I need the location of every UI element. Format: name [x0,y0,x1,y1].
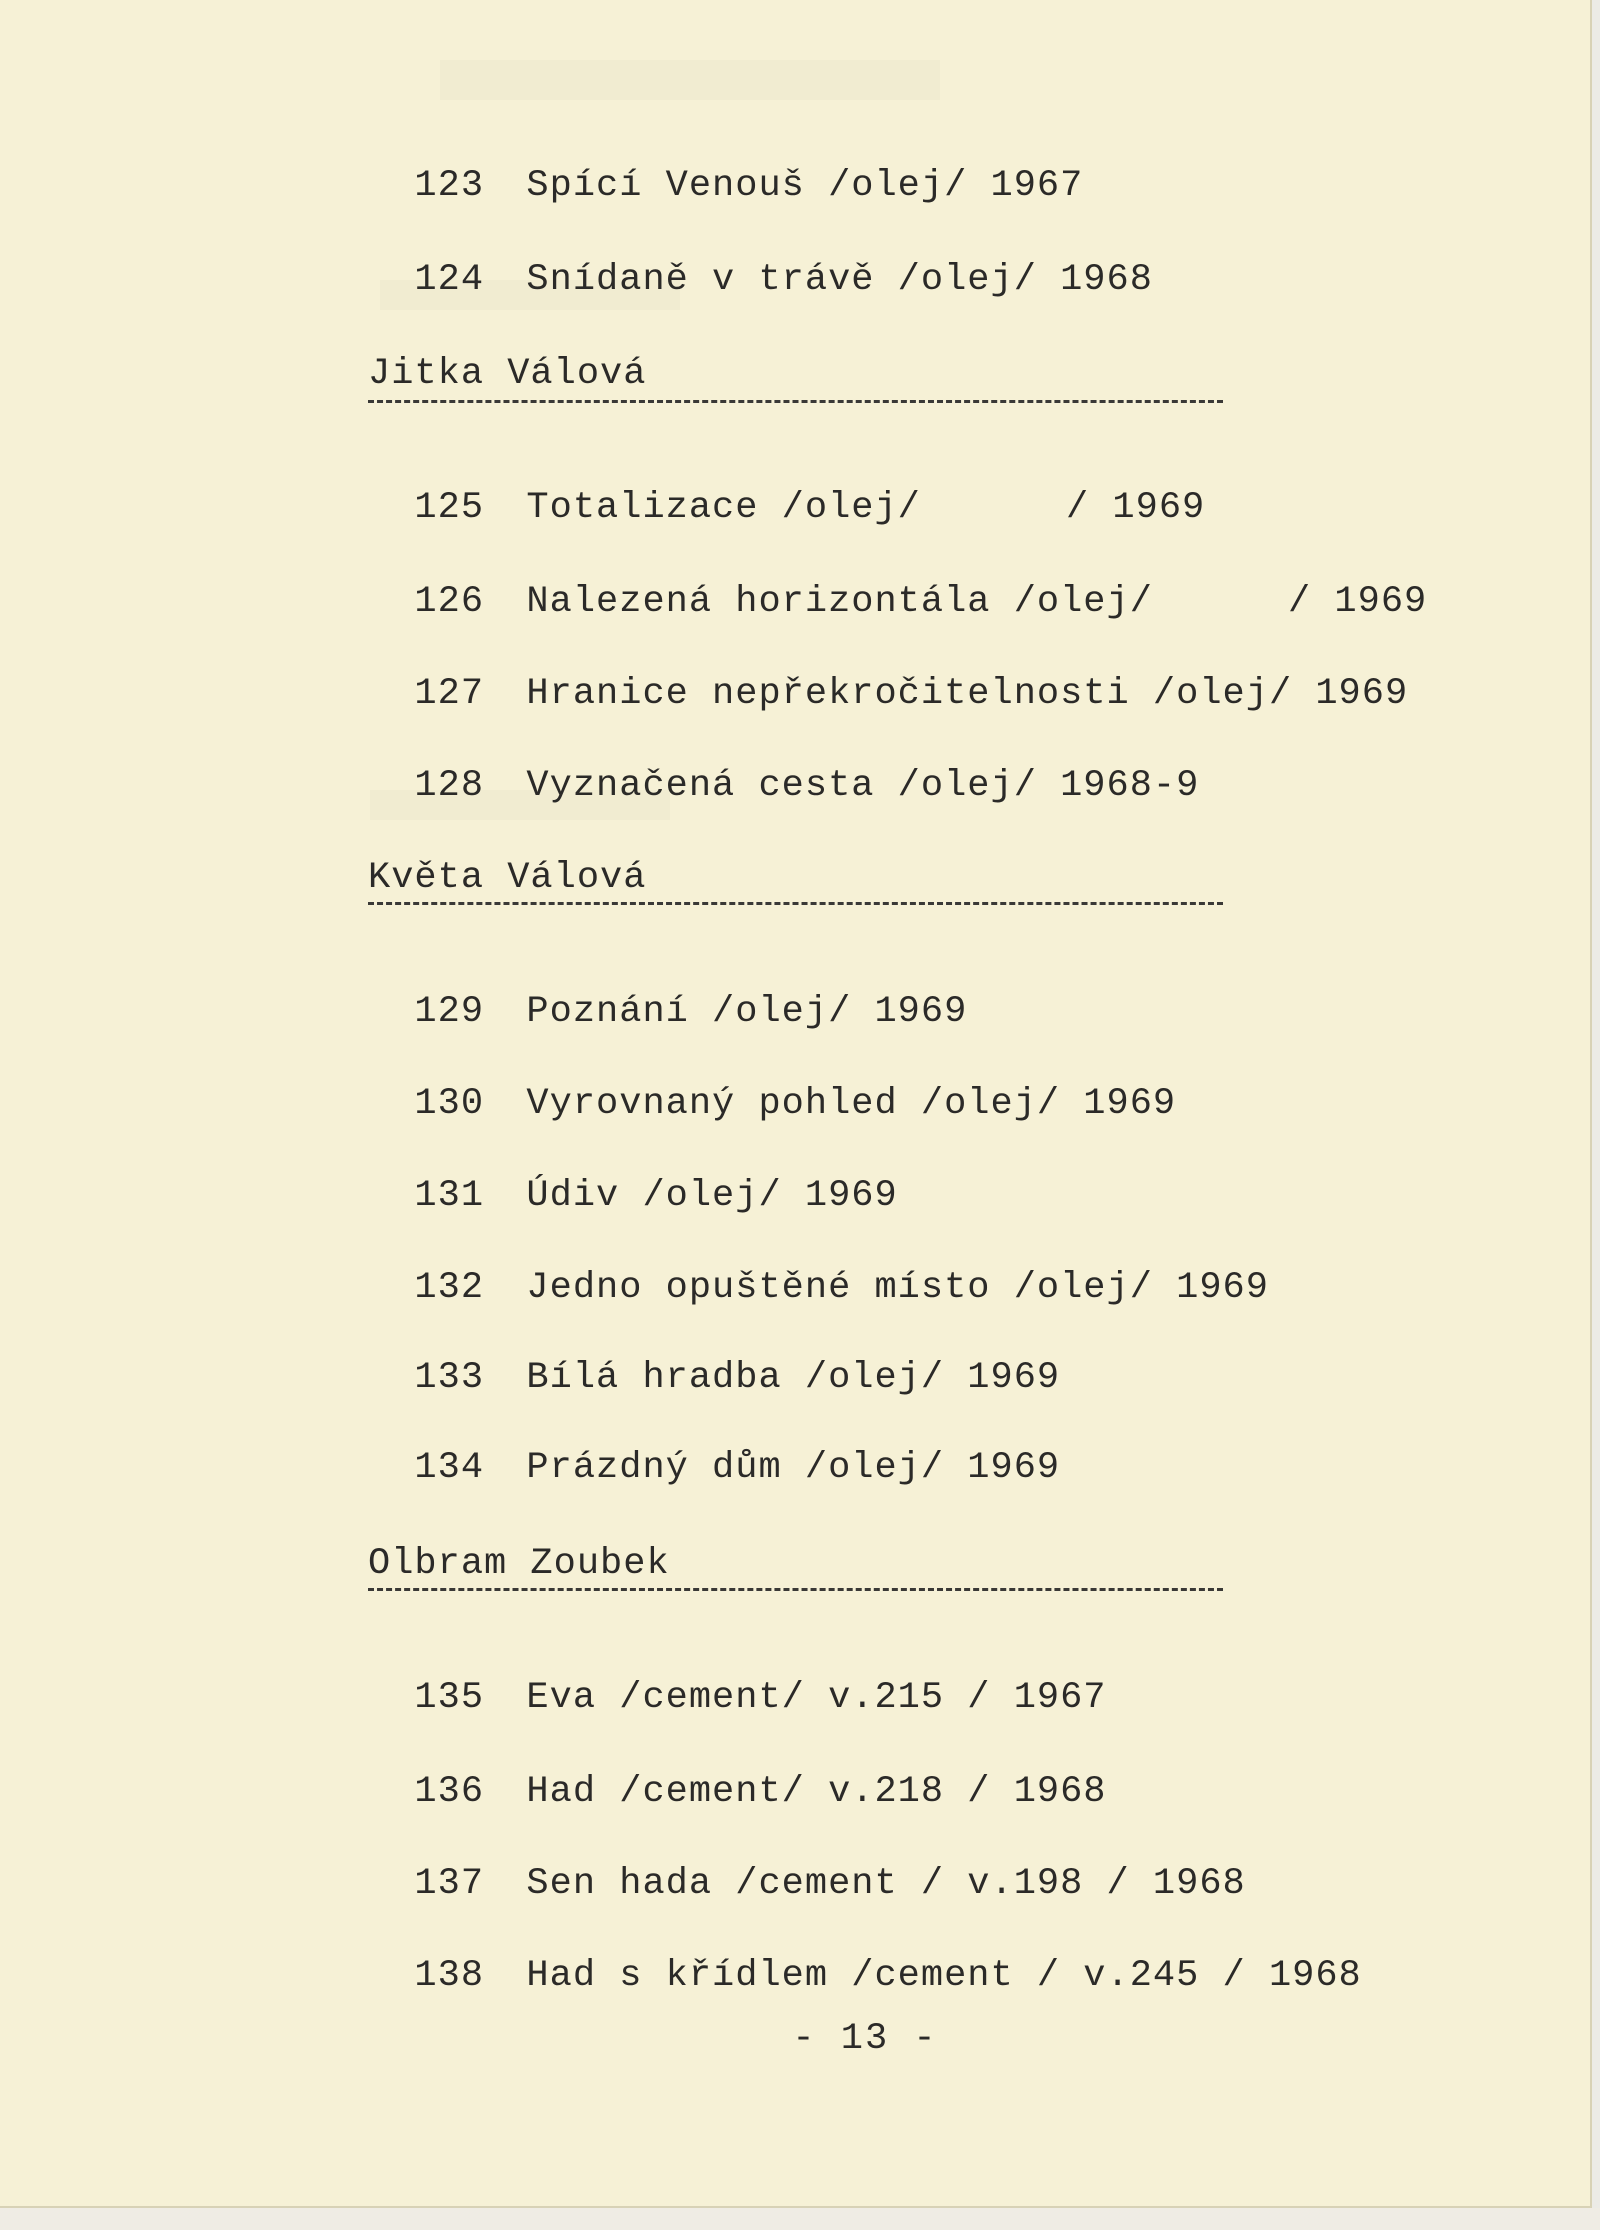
entry-text: Nalezená horizontála /olej/ [526,581,1153,623]
bleed-through-shadow [440,60,940,100]
entry-number: 127 [414,673,485,715]
section-rule [368,400,1223,403]
entry-text: Vyznačená cesta /olej/ 1968-9 [526,765,1200,807]
entry-text: Spící Venouš /olej/ 1967 [526,165,1084,207]
entry-text: Poznání /olej/ 1969 [526,991,968,1033]
section-heading-jitka: Jitka Válová [368,353,647,395]
entry-number: 133 [414,1357,485,1399]
catalog-entry [368,214,1153,302]
entry-number: 123 [414,165,485,207]
catalog-entry [368,1312,1060,1400]
catalog-entry [368,1818,1246,1906]
catalog-entry [368,120,1083,208]
entry-text: Údiv /olej/ 1969 [526,1175,898,1217]
section-rule [368,1588,1223,1591]
catalog-entry [368,628,1408,716]
entry-number: 131 [414,1175,485,1217]
entry-number: 136 [414,1771,485,1813]
page-edge-right [1592,0,1600,2230]
catalog-entry [368,1130,898,1218]
catalog-entry [368,1632,1107,1720]
entry-text: Jedno opuštěné místo /olej/ 1969 [526,1267,1269,1309]
entry-text: Had /cement/ v.218 / 1968 [526,1771,1107,1813]
entry-number: 138 [414,1955,485,1997]
entry-number: 130 [414,1083,485,1125]
entry-year: / 1969 [1066,487,1206,529]
entry-number: 128 [414,765,485,807]
page-edge-bottom [0,2208,1600,2230]
entry-number: 137 [414,1863,485,1905]
entry-text: Snídaně v trávě /olej/ 1968 [526,259,1153,301]
entry-number: 135 [414,1677,485,1719]
catalog-entry [368,442,1206,530]
catalog-entry [368,1402,1060,1490]
entry-text: Prázdný dům /olej/ 1969 [526,1447,1061,1489]
entry-text: Totalizace /olej/ [526,487,921,529]
entry-number: 125 [414,487,485,529]
entry-text: Eva /cement/ v.215 / 1967 [526,1677,1107,1719]
catalog-entry [368,720,1199,808]
catalog-entry [368,1222,1269,1310]
catalog-entry [368,536,1428,624]
catalog-entry [368,1726,1107,1814]
page-number: - 13 - [792,2018,938,2060]
entry-number: 124 [414,259,485,301]
entry-text: Bílá hradba /olej/ 1969 [526,1357,1061,1399]
entry-number: 134 [414,1447,485,1489]
entry-text: Hranice nepřekročitelnosti /olej/ 1969 [526,673,1409,715]
catalog-entry [368,946,967,1034]
entry-number: 129 [414,991,485,1033]
entry-year: / 1969 [1288,581,1428,623]
entry-text: Had s křídlem /cement / v.245 / 1968 [526,1955,1362,1997]
section-rule [368,902,1223,905]
entry-number: 126 [414,581,485,623]
section-heading-kveta: Květa Válová [368,857,647,899]
catalog-entry [368,1038,1176,1126]
section-heading-olbram: Olbram Zoubek [368,1543,670,1585]
entry-number: 132 [414,1267,485,1309]
entry-text: Sen hada /cement / v.198 / 1968 [526,1863,1246,1905]
catalog-entry [368,1910,1362,1998]
entry-text: Vyrovnaný pohled /olej/ 1969 [526,1083,1177,1125]
